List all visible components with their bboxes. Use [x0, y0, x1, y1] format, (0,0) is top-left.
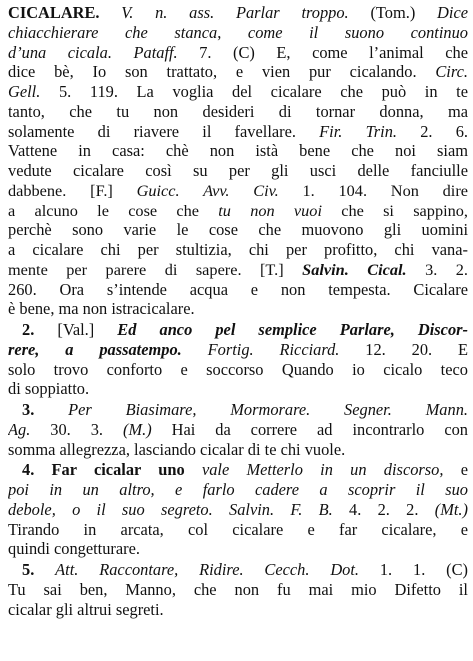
entry-text: rere, a passatempo.	[8, 339, 182, 359]
entry-line	[8, 181, 468, 201]
entry-line	[8, 340, 468, 360]
entry-text: 1. 104. Non dire	[278, 180, 468, 200]
entry-line	[8, 460, 468, 480]
entry-text	[112, 43, 134, 62]
entry-line	[8, 520, 468, 540]
entry-text: dabbene. [F.]	[8, 180, 137, 200]
entry-text: Per Biasimare, Mormorare.	[68, 400, 311, 419]
entry-text: Tu sai ben, Manno, che non fu mai mio Difetto il	[8, 579, 468, 599]
entry-text: Fortig. Ricciard.	[207, 339, 340, 359]
entry-text: 7. (C) E, come l’animal che	[177, 42, 468, 62]
entry-text: Att. Raccontare, Ridire.	[55, 560, 244, 579]
entry-text: mente per parere di sapere. [T.]	[8, 259, 303, 279]
entry-line	[8, 360, 468, 380]
entry-text: Ag.	[8, 419, 31, 439]
entry-text: dice bè, Io son trattato, e vien pur cicalando.	[8, 62, 436, 82]
entry-line	[8, 220, 468, 240]
entry-text: d’una cicala.	[8, 42, 112, 62]
entry-text: [Val.]	[34, 320, 118, 339]
entry-text: chiacchierare che stanca	[8, 22, 218, 42]
entry-text: vedute cicalare così su per gli usci delle fanciulle	[8, 161, 468, 180]
entry-line	[8, 23, 468, 43]
entry-line	[8, 43, 468, 63]
entry-text: Cecch. Dot.	[264, 560, 360, 579]
entry-text: Vattene in casa: chè non istà bene che noi siam	[8, 141, 468, 161]
entry-text: a alcuno le cose che	[8, 200, 219, 220]
entry-text: V. n. ass. Parlar troppo.	[99, 3, 349, 22]
entry-text: 2.	[22, 320, 35, 339]
entry-line	[8, 280, 468, 300]
entry-line	[8, 420, 468, 440]
entry-text: poi in un altro, e farlo cadere a scoprir il suo	[8, 480, 468, 499]
entry-text: Tirando in arcata, col cicalare e far cicalare, e	[8, 519, 468, 539]
entry-line	[8, 379, 468, 399]
entry-text: 2. 6.	[397, 121, 468, 141]
entry-text: 4.	[22, 460, 35, 480]
entry-text	[34, 400, 68, 419]
entry-line	[8, 480, 468, 500]
entry-text: Fir. Trin.	[319, 121, 398, 141]
entry-line	[8, 320, 468, 340]
entry-text: è bene, ma non istracicalare.	[8, 299, 195, 319]
entry-line	[8, 122, 468, 142]
entry-text: (Mt.)	[434, 499, 468, 519]
entry-text: Hai da correre ad incontrarlo con	[151, 419, 468, 439]
entry-line	[8, 580, 468, 600]
entry-line	[8, 201, 468, 221]
entry-text	[34, 560, 55, 579]
entry-text: solo trovo conforto e soccorso Quando io cicalo teco	[8, 359, 468, 379]
entry-text: cicalar gli altrui segreti.	[8, 599, 164, 619]
entry-text: 1. 1. (C)	[359, 560, 468, 579]
entry-text: e	[443, 460, 468, 480]
entry-text: quindi congetturare.	[8, 539, 140, 559]
entry-text: di soppiatto.	[8, 379, 90, 399]
entry-text	[244, 560, 265, 579]
dictionary-page	[8, 3, 468, 659]
entry-text: Guicc. Avv. Civ.	[136, 180, 279, 200]
entry-text: 12. 20. E	[339, 339, 468, 359]
entry-text	[213, 500, 229, 519]
entry-text: tu non vuoi	[218, 200, 322, 220]
entry-text: a cicalare chi per stultizia, chi per profitto, chi vana-	[8, 240, 468, 259]
entry-line	[8, 141, 468, 161]
entry-line	[8, 500, 468, 520]
entry-text: Dice	[437, 3, 468, 22]
entry-line	[8, 82, 468, 102]
entry-text	[185, 460, 202, 479]
entry-text: somma allegrezza, lasciando cicalar di te chi vuole.	[8, 439, 346, 459]
entry-text: come il suono continuo	[247, 22, 468, 42]
entry-text: ,	[217, 22, 248, 42]
entry-text: CICALARE.	[8, 3, 100, 22]
entry-text: solamente di riavere il favellare.	[8, 121, 320, 141]
entry-text: Salvin. F. B.	[229, 499, 333, 519]
entry-text: 260. Ora s’intende acqua e non tempesta. Cicalare	[8, 279, 468, 299]
entry-text: debole, o il suo segreto.	[8, 499, 213, 519]
entry-line	[8, 260, 468, 280]
entry-line	[8, 161, 468, 181]
entry-line	[8, 560, 468, 580]
entry-text: vale Metterlo in un discorso,	[201, 460, 444, 480]
entry-line	[8, 62, 468, 82]
entry-line	[8, 102, 468, 122]
entry-text: 3.	[22, 400, 35, 419]
entry-text: Circ.	[435, 62, 468, 82]
entry-line	[8, 299, 468, 319]
entry-text: Segner. Mann.	[344, 400, 468, 419]
entry-text: 5.	[22, 560, 35, 579]
entry-line	[8, 3, 468, 23]
entry-text: che si sappino,	[321, 200, 468, 220]
entry-text: tanto, che tu non desideri di tornar donna, ma	[8, 101, 468, 121]
entry-text: 5. 119. La voglia del cicalare che può in te	[40, 82, 468, 101]
entry-line	[8, 440, 468, 460]
entry-line	[8, 240, 468, 260]
entry-text: 3. 2.	[406, 259, 468, 279]
entry-text: Far cicalar uno	[34, 460, 185, 480]
entry-line	[8, 539, 468, 559]
entry-text: (M.)	[122, 419, 152, 439]
entry-text: Pataff.	[133, 42, 178, 62]
entry-line	[8, 600, 468, 620]
entry-text: Ed anco pel semplice Parlare, Discor-	[117, 320, 468, 339]
entry-text: Salvin. Cical.	[302, 259, 407, 279]
entry-text: Gell.	[8, 82, 41, 101]
entry-text: perchè sono varie le cose che muovono gli uomini	[8, 220, 468, 240]
entry-text: 4. 2. 2.	[332, 499, 435, 519]
entry-line	[8, 400, 468, 420]
entry-text	[182, 340, 208, 359]
entry-text: 30. 3.	[30, 419, 123, 439]
entry-text	[310, 400, 344, 419]
entry-text: (Tom.)	[348, 3, 438, 22]
